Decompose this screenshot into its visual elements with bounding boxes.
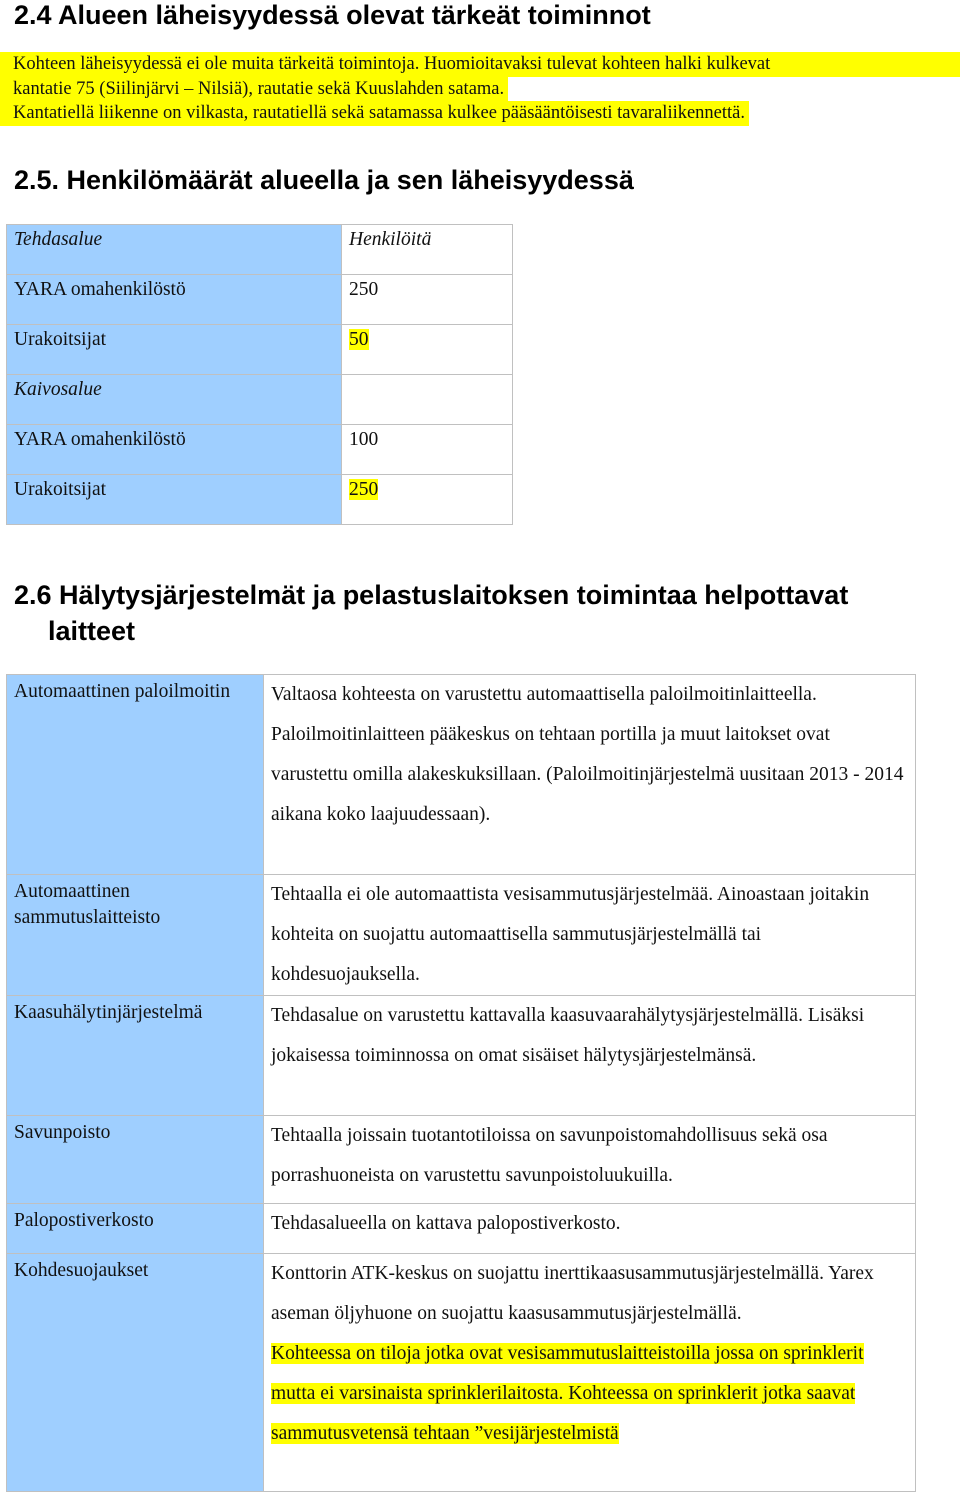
table-row xyxy=(7,225,513,275)
table-cell-value: Henkilöitä xyxy=(349,229,432,250)
table-cell-label: Savunpoisto xyxy=(14,1122,111,1143)
section-heading-2-5: 2.5. Henkilömäärät alueella ja sen läheisyydessä xyxy=(14,165,634,195)
section-heading-2-4: 2.4 Alueen läheisyydessä olevat tärkeät toiminnot xyxy=(14,0,651,30)
table-cell-text: Tehtaalla joissain tuotantotiloissa on savunpoistomahdollisuus sekä osa porrashuoneista on varustettu savunpoistoluukuilla. xyxy=(271,1125,828,1186)
table-cell-text: Tehdasalueella on kattava palopostiverkosto. xyxy=(271,1213,621,1234)
alarm-systems-table xyxy=(6,674,916,1492)
table-row xyxy=(7,1204,916,1254)
intro-paragraph xyxy=(0,52,960,126)
section-heading-2-6 xyxy=(14,577,848,649)
table-cell-label: Palopostiverkosto xyxy=(14,1210,154,1231)
table-cell-value: 250 xyxy=(349,479,379,500)
heading-line: laitteet xyxy=(48,616,136,646)
heading-line: 2.6 Hälytysjärjestelmät ja pelastuslaitoksen toimintaa helpottavat xyxy=(14,580,849,610)
table-row xyxy=(7,275,513,325)
table-cell-label: Kaasuhälytinjärjestelmä xyxy=(14,1002,203,1023)
table-cell-label: Urakoitsijat xyxy=(14,329,107,350)
table-cell-label: YARA omahenkilöstö xyxy=(14,279,186,300)
table-cell-label: Kohdesuojaukset xyxy=(14,1260,149,1281)
table-row xyxy=(7,475,513,525)
table-cell-text: Tehdasalue on varustettu kattavalla kaasuvaarahälytysjärjestelmällä. Lisäksi jokaisessa toiminnossa on omat sisäiset hälytysjärjestelmänsä. xyxy=(271,1005,865,1066)
table-row xyxy=(7,1116,916,1204)
table-row xyxy=(7,1254,916,1492)
personnel-table xyxy=(6,224,513,525)
table-cell-value xyxy=(342,375,512,379)
intro-line: kantatie 75 (Siilinjärvi – Nilsiä), rautatie sekä Kuuslahden satama. xyxy=(0,77,508,102)
table-row xyxy=(7,875,916,996)
table-cell-value: 50 xyxy=(349,329,369,350)
table-cell-label: Tehdasalue xyxy=(14,229,103,250)
table-cell-label: Kaivosalue xyxy=(14,379,102,400)
table-cell-label: Automaattinen sammutuslaitteisto xyxy=(14,881,161,928)
table-row xyxy=(7,675,916,875)
table-cell-text: Konttorin ATK-keskus on suojattu inerttikaasusammutusjärjestelmällä. Yarex aseman öljyhuone on suojattu kaasusammutusjärjestelmällä. xyxy=(271,1263,874,1324)
table-cell-text: Valtaosa kohteesta on varustettu automaattisella paloilmoitinlaitteella. Paloilmoitinlaitteen pääkeskus on tehtaan portilla ja muut laitokset ovat varustettu omilla alakeskuksillaan. (Paloilmoitinjärjestelmä uusitaan 2013 - 2014 aikana koko laajuudessaan). xyxy=(271,684,904,825)
table-row xyxy=(7,325,513,375)
table-row xyxy=(7,425,513,475)
intro-line: Kantatiellä liikenne on vilkasta, rautatiellä sekä satamassa kulkee pääsääntöisesti tavaraliikennettä. xyxy=(0,101,749,126)
table-cell-label: Automaattinen paloilmoitin xyxy=(14,681,231,702)
table-row xyxy=(7,375,513,425)
table-cell-value: 100 xyxy=(349,429,379,450)
table-cell-value: 250 xyxy=(349,279,379,300)
intro-line: Kohteen läheisyydessä ei ole muita tärkeitä toimintoja. Huomioitavaksi tulevat kohteen halki kulkevat xyxy=(0,52,960,77)
table-row xyxy=(7,996,916,1116)
table-cell-label: YARA omahenkilöstö xyxy=(14,429,186,450)
table-cell-text: Tehtaalla ei ole automaattista vesisammutusjärjestelmää. Ainoastaan joitakin kohteita on suojattu automaattisella sammutusjärjestelmällä tai kohdesuojauksella. xyxy=(271,884,870,985)
table-cell-label: Urakoitsijat xyxy=(14,479,107,500)
highlighted-text: Kohteessa on tiloja jotka ovat vesisammutuslaitteistoilla jossa on sprinklerit mutta ei varsinaista sprinklerilaitosta. Kohteessa on sprinklerit jotka saavat sammutusvetensä tehtaan ”vesijärjestelmistä xyxy=(271,1343,864,1444)
